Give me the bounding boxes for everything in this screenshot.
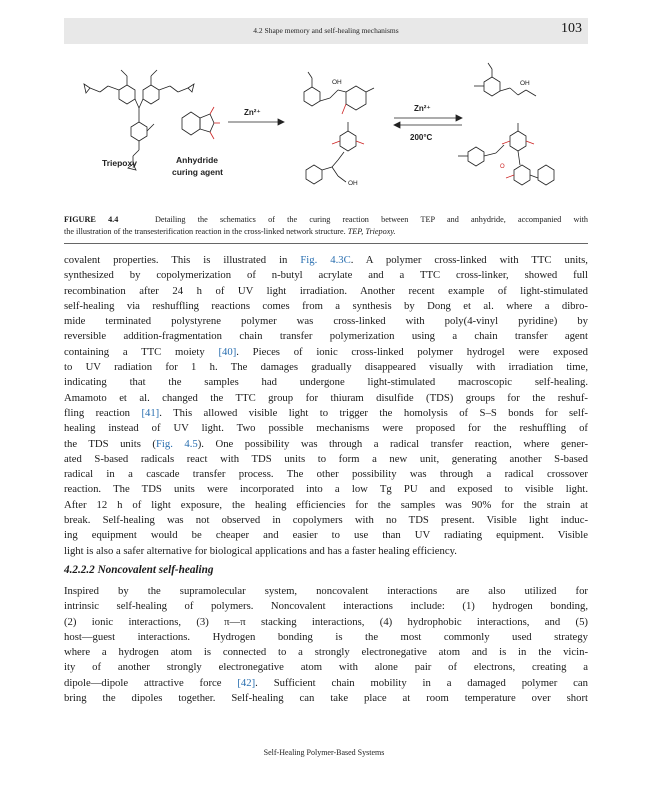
text-line: reaction. The TDS units were incorporated into a low Tg PU and exposed to visible light. [64,483,588,496]
text-line: the TDS units (Fig. 4.5). One possibility was through a radical transfer reaction, where gener- [64,437,589,450]
text-line: fling reaction [41]. This allowed visible light to trigger the homolysis of S–S bonds for self- [64,406,588,419]
text-line: covalent properties. This is illustrated in Fig. 4.3C. A polymer cross-linked with TTC units, [64,254,588,266]
text-line: mide terminated polystyrene polymer was cross-linked with poly(4-vinyl pyridine) by [64,315,588,328]
ester-product-bottom [306,122,364,184]
caption-divider [64,243,588,244]
text-line: ity of another strongly electronegative atom with alone pair of electrons, creating a [64,661,588,674]
anhydride-label-line1: Anhydride [176,155,219,165]
figure-caption [64,214,588,238]
text-line: self-healing via reshuffling reactions comes from a synthesis by Dong et al. where a dibro- [64,299,588,312]
text-line: synthesized by copolymerization of n-butyl acrylate and a TTC cross-linker, showed full [64,269,588,282]
page-number: 103 [561,21,582,36]
text-line: recombination after 24 h of UV light irradiation. Another recent example of light-stimulated [64,284,588,297]
running-title: 4.2 Shape memory and self-healing mechanisms [253,26,399,35]
text-line: ing equipment would be cheaper and easier to use than UV radiating equipment. Visible [64,529,588,542]
zn-reverse-label: Zn²⁺ [414,104,431,113]
figure-number: FIGURE 4.4 [64,215,119,224]
text-line: containing a TTC moiety [40]. Pieces of ionic cross-linked polymer hydrogel were exposed [64,345,588,358]
running-header [64,18,588,44]
oxygen-label: O [500,164,505,170]
text-line: Amamoto et al. changed the TTC group for thiuram disulfide (TDS) groups for the reshuf- [64,391,588,404]
body-paragraph-1 [64,253,588,559]
text-line: host—guest interactions. Hydrogen bonding is the most commonly used strategy [64,630,588,643]
oh-label-top: OH [332,79,342,86]
text-line: intrinsic self-healing of polymers. Noncovalent interactions include: (1) hydrogen bonding, [64,600,588,613]
crosslinked-ester [458,123,554,185]
text-line: break. Self-healing was not observed in copolymers with no TDS present. Visible light induc- [64,514,588,527]
text-line: (2) ionic interactions, (3) π—π stacking interactions, (4) hydrophobic interactions, and (5) [64,615,588,628]
caption-line2: the illustration of the transesterification reaction in the cross-linked network structure. [64,227,346,236]
anhydride-structure [182,107,220,139]
text-line: light is also a safer alternative for biological applications and has a faster healing efficiency. [64,544,457,557]
caption-text: Detailing the schematics of the curing reaction between TEP and anhydride, accompanied with [155,215,589,224]
text-line: where a hydrogen atom is connected to a strongly electronegative atom and is in the vicin- [64,646,588,659]
book-title-footer: Self-Healing Polymer-Based Systems [263,748,385,757]
anhydride-label-line2: curing agent [172,167,224,177]
text-line: reversible addition-fragmentation chain transfer polymerization using a chain transfer agent [64,330,588,343]
oh-label-bottom: OH [348,180,358,187]
text-line: healing instead of UV light. Two possible mechanisms were proposed for the reshuffling of [64,422,588,435]
section-heading: 4.2.2.2 Noncovalent self-healing [64,564,214,576]
body-paragraph-2 [64,584,588,706]
text-line: Inspired by the supramolecular system, noncovalent interactions are also utilized for [64,585,588,597]
text-line: to UV radiation for 1 h. The damages gradually disappeared visually with irradiation time, [64,361,588,374]
zn-forward-label: Zn²⁺ [244,108,261,117]
text-line: After 12 h of light exposure, the healing efficiencies for the samples was 90% for the strain at [64,498,588,511]
text-line: dipole—dipole attractive force [42]. Sufficient chain mobility in a damaged polymer can [64,676,588,689]
oh-label-right: OH [520,80,530,87]
temperature-label: 200°C [410,133,433,142]
text-line: radical in a cascade transfer process. The other possibility was through a radical crossover [64,468,588,481]
triepoxy-label: Triepoxy [102,158,137,168]
text-line: bring the dipoles together. Self-healing can take place at room temperature over short [64,692,588,705]
text-line: ated S-based radicals react with TDS units to form a new unit, generating another S-based [64,452,588,465]
text-line: indicating that the samples had undergone light-stimulated macroscopic self-healing. [64,376,588,389]
figure-4-4-reaction-scheme [64,52,588,212]
caption-abbrev: TEP, Triepoxy. [347,227,396,236]
